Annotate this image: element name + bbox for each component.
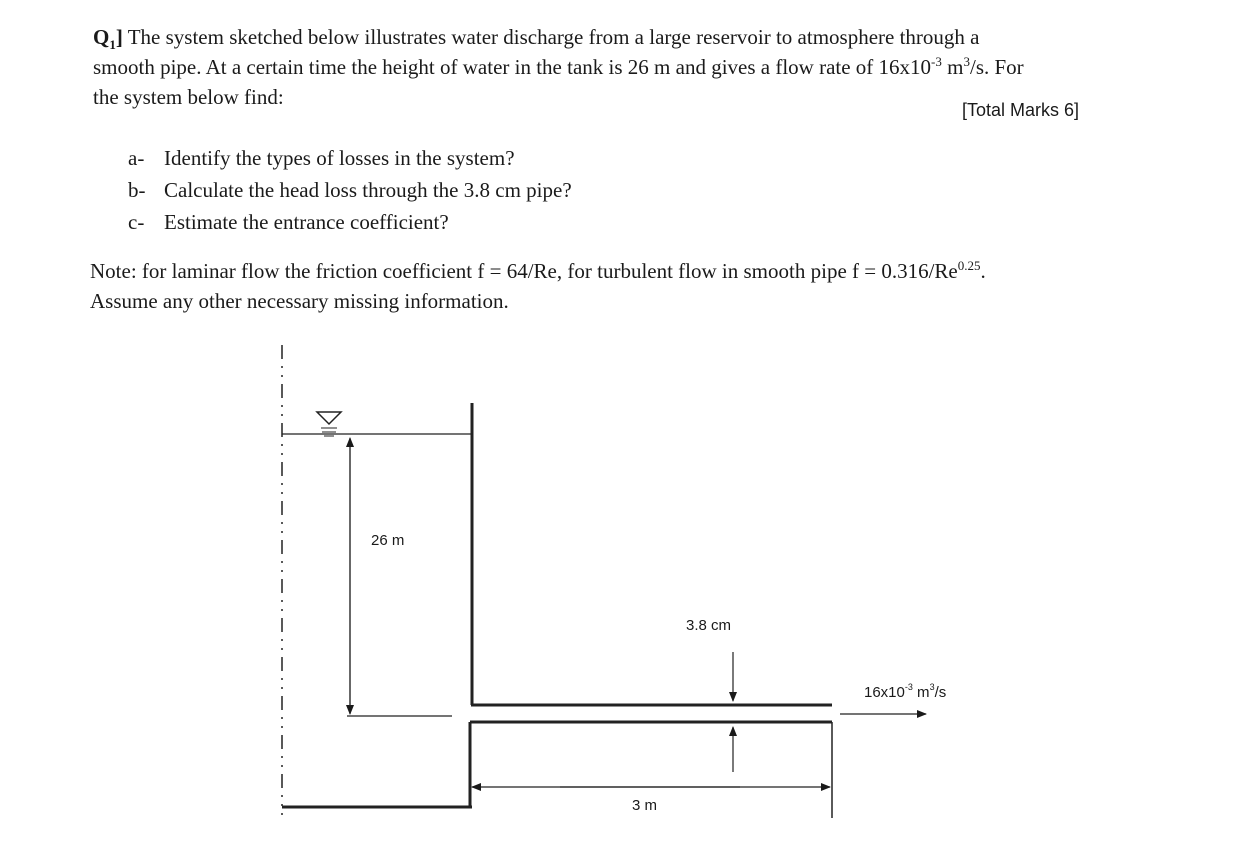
item-b: b- Calculate the head loss through the 3.8 cm pipe? xyxy=(128,178,572,202)
question-number: $Q_1$] xyxy=(93,25,123,53)
flow-rate-label xyxy=(864,682,946,701)
note-line-1: Note: for laminar flow the friction coefficient f = 64/Re, for turbulent flow in smooth pipe $f = 0.316/Re^{0.25}$. xyxy=(90,258,986,283)
total-marks: [Total Marks 6] xyxy=(962,100,1080,120)
question-line-3: the system below find: xyxy=(93,85,284,109)
note-line-2: Assume any other necessary missing information. xyxy=(90,289,509,313)
svg-text:16x10-3 m3/s: $16x10^{-3}$ $m^3/s$ xyxy=(864,682,947,701)
item-c: c- Estimate the entrance coefficient? xyxy=(128,210,449,234)
diameter-label: 3.8 cm xyxy=(686,617,732,634)
height-label: 26 m xyxy=(371,532,405,549)
question-line-1: $Q_1$] The system sketched below illustrates water discharge from a large reservoir to atmosphere through a xyxy=(93,25,980,53)
water-surface-icon xyxy=(317,412,341,436)
item-a: a- Identify the types of losses in the system? xyxy=(128,146,515,170)
length-label: 3 m xyxy=(632,797,658,814)
question-line-2: smooth pipe. At a certain time the height of water in the tank is 26 m and gives a flow rate of $16x10^{-3}$ $m^3/s$. For xyxy=(93,54,1024,79)
